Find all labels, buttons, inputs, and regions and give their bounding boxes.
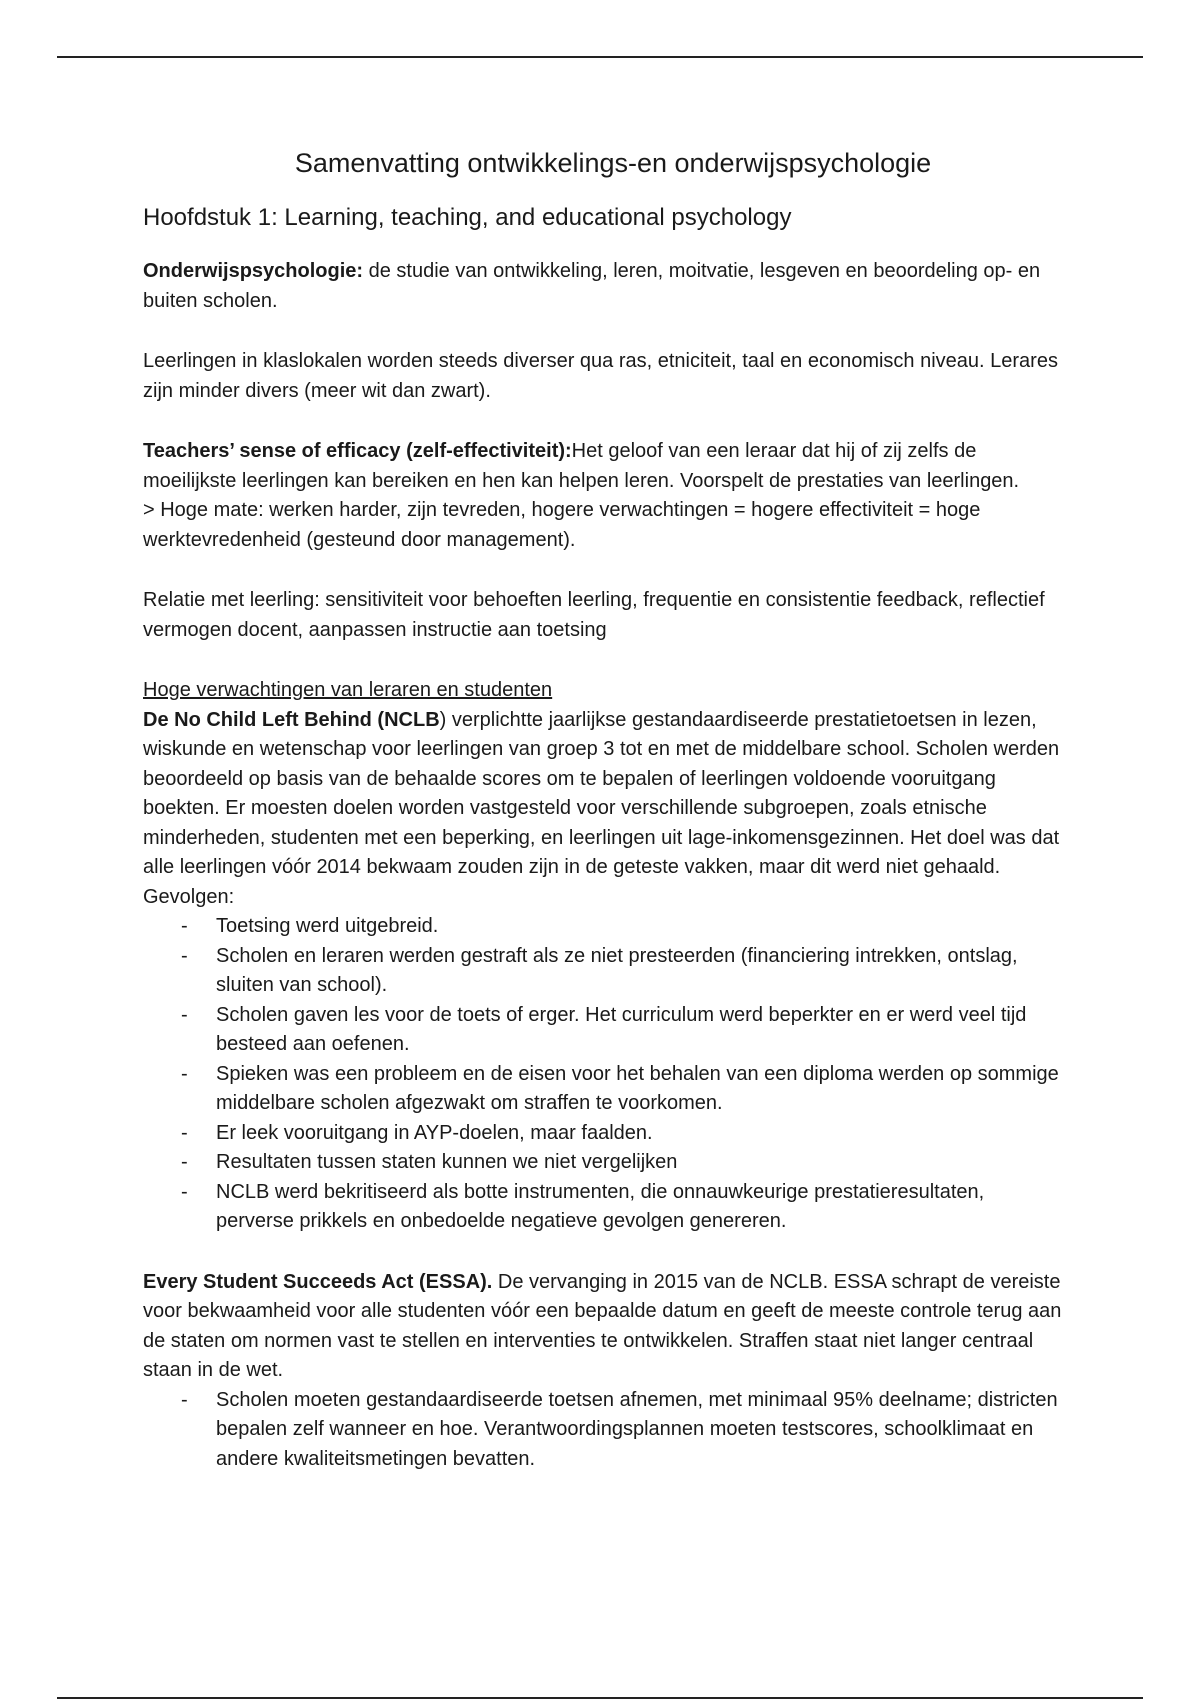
list-item-text: Spieken was een probleem en de eisen voor het behalen van een diploma werden op sommige middelbare scholen afgezwakt om straffen te voorkomen. xyxy=(216,1062,1059,1114)
paragraph-essa xyxy=(143,1268,1063,1386)
term-prefix: De xyxy=(143,708,175,731)
list-item xyxy=(143,1386,1063,1475)
dash-bullet: - xyxy=(181,915,188,937)
list-item xyxy=(143,1148,1063,1178)
list-item-text: Er leek vooruitgang in AYP-doelen, maar faalden. xyxy=(216,1121,653,1144)
nclb-text: ) verplichtte jaarlijkse gestandaardiseerde prestatietoetsen in lezen, wiskunde en wetenschap voor leerlingen van groep 3 tot en met de middelbare school. Scholen werden beoordeeld op basis van de behaalde scores om te bepalen of leerlingen voldoende vooruitgang boekten. Er moesten doelen worden vastgesteld voor verschillende subgroepen, zoals etnische minderheden, studenten met een beperking, en leerlingen uit lage-inkomensgezinnen. Het doel was dat alle leerlingen vóór 2014 bekwaam zouden zijn in de geteste vakken, maar dit werd niet gehaald. Gevolgen: xyxy=(143,708,1060,908)
list-item-text: Scholen en leraren werden gestraft als ze niet presteerden (financiering intrekken, ontslag, sluiten van school). xyxy=(216,944,1018,996)
spacer xyxy=(143,406,1063,437)
list-item-text: Toetsing werd uitgebreid. xyxy=(216,915,439,937)
term-onderwijspsychologie: Onderwijspsychologie: xyxy=(143,260,364,282)
term-nclb-label: No Child Left Behind (NCLB xyxy=(174,708,440,731)
essa-text: De vervanging in 2015 van de NCLB. ESSA schrapt de vereiste voor bekwaamheid voor alle studenten vóór een bepaalde datum en geeft de meeste controle terug aan de staten om normen vast te stellen en interventies te ontwikkelen. Straffen staat niet langer centraal staan in de wet. xyxy=(143,1270,1062,1381)
footer-rule xyxy=(57,1697,1143,1699)
list-item-text: Scholen gaven les voor de toets of erger. Het curriculum werd beperkter en er werd veel tijd besteed aan oefenen. xyxy=(216,1003,1027,1055)
spacer xyxy=(143,555,1063,586)
dash-bullet: - xyxy=(181,1388,188,1411)
efficacy-text: Het geloof van een leraar dat hij of zij zelfs de moeilijkste leerlingen kan bereiken en hen kan helpen leren. Voorspelt de prestaties van leerlingen. xyxy=(143,440,1020,492)
list-item xyxy=(143,1119,1063,1149)
essa-list xyxy=(143,1386,1063,1475)
list-item-text: NCLB werd bekritiseerd als botte instrumenten, die onnauwkeurige prestatieresultaten, perverse prikkels en onbedoelde negatieve gevolgen genereren. xyxy=(216,1180,985,1232)
spacer xyxy=(143,645,1063,676)
document-title: Samenvatting ontwikkelings-en onderwijspsychologie xyxy=(294,148,932,178)
nclb-consequences-list xyxy=(143,912,1063,1237)
paragraph-efficacy xyxy=(143,437,1063,496)
header-rule xyxy=(57,56,1143,58)
document-body xyxy=(143,143,1063,1474)
dash-bullet: - xyxy=(181,1121,188,1144)
definition-text: de studie van ontwikkeling, leren, moitvatie, lesgeven en beoordeling op- en buiten scholen. xyxy=(143,260,1041,312)
paragraph-onderwijspsychologie xyxy=(143,257,1063,316)
paragraph-leerlingen: Leerlingen in klaslokalen worden steeds diverser qua ras, etniciteit, taal en economisch niveau. Lerares zijn minder divers (meer wit dan zwart). xyxy=(143,350,1058,402)
term-essa: Every Student Succeeds Act (ESSA). xyxy=(143,1270,493,1293)
list-item xyxy=(143,1060,1063,1119)
list-item xyxy=(143,1001,1063,1060)
list-item-text: Resultaten tussen staten kunnen we niet vergelijken xyxy=(216,1151,678,1173)
dash-bullet: - xyxy=(181,1151,188,1173)
paragraph-relatie: Relatie met leerling: sensitiviteit voor behoeften leerling, frequentie en consistentie feedback, reflectief vermogen docent, aanpassen instructie aan toetsing xyxy=(143,589,1045,641)
list-item xyxy=(143,912,1063,942)
spacer xyxy=(143,316,1063,347)
chapter-heading: Hoofdstuk 1: Learning, teaching, and educational psychology xyxy=(143,204,792,231)
dash-bullet: - xyxy=(181,1062,188,1085)
term-efficacy: Teachers’ sense of efficacy (zelf-effectiviteit): xyxy=(143,440,572,462)
dash-bullet: - xyxy=(181,1003,188,1026)
list-item xyxy=(143,1178,1063,1237)
spacer xyxy=(143,1237,1063,1268)
section-heading-verwachtingen: Hoge verwachtingen van leraren en studenten xyxy=(143,679,553,701)
dash-bullet: - xyxy=(181,944,188,967)
paragraph-nclb xyxy=(143,706,1063,913)
list-item-text: Scholen moeten gestandaardiseerde toetsen afnemen, met minimaal 95% deelname; districten bepalen zelf wanneer en hoe. Verantwoordingsplannen moeten testscores, schoolklimaat en andere kwaliteitsmetingen bevatten. xyxy=(216,1388,1058,1470)
paragraph-efficacy-note: > Hoge mate: werken harder, zijn tevreden, hogere verwachtingen = hogere effectiviteit = hoge werktevredenheid (gesteund door management). xyxy=(143,499,981,551)
term-nclb xyxy=(143,709,440,731)
dash-bullet: - xyxy=(181,1180,188,1203)
list-item xyxy=(143,942,1063,1001)
